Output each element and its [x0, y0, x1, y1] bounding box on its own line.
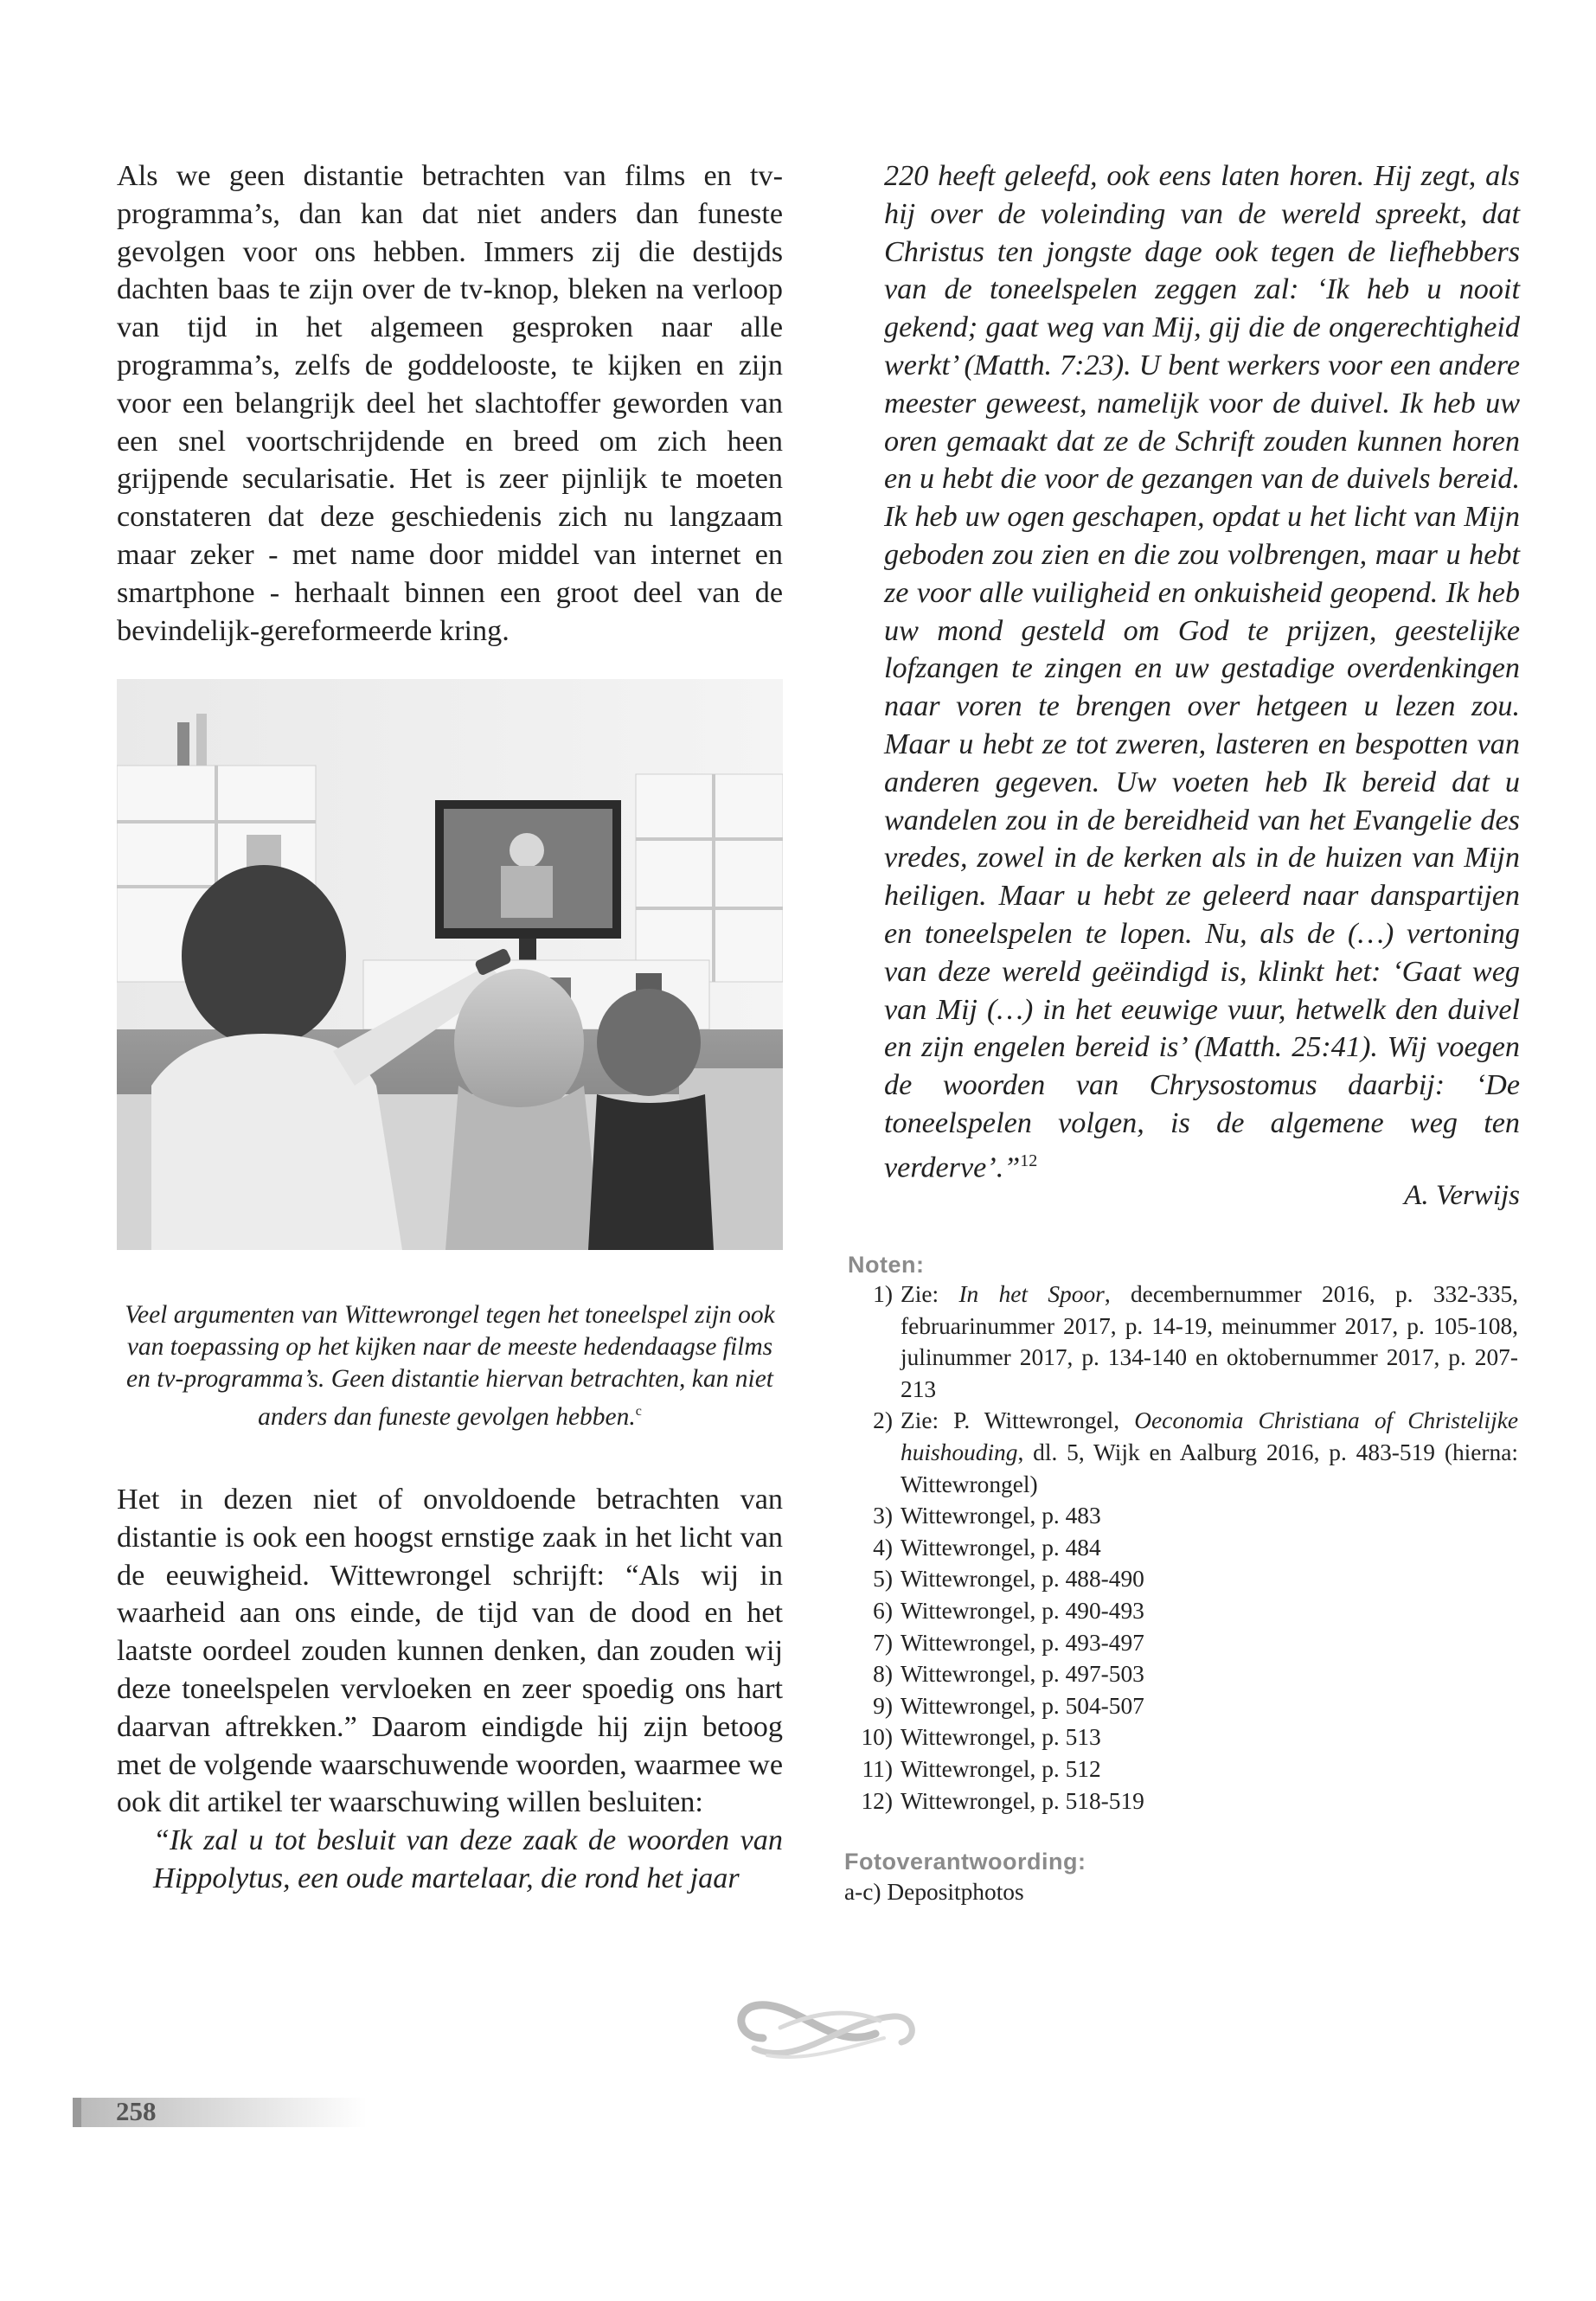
- note-number: 12): [861, 1787, 893, 1814]
- page-number: 258: [116, 2096, 157, 2126]
- note-text: [901, 1627, 1518, 1659]
- note-text: [901, 1690, 1518, 1722]
- note-text-plain: Wittewrongel, p. 497-503: [901, 1661, 1144, 1688]
- decorative-flourish: [702, 1986, 927, 2073]
- note-item: [848, 1563, 1518, 1595]
- note-text-plain: Wittewrongel, p. 493-497: [901, 1629, 1144, 1656]
- note-item: [848, 1500, 1518, 1532]
- note-text-plain: , dl. 5, Wijk en Aalburg 2016, p. 483-519 (hierna: Wittewrongel): [901, 1439, 1518, 1497]
- family-tv-photo: [117, 679, 783, 1250]
- page-number-bar-edge: [73, 2098, 81, 2127]
- note-number: 7): [873, 1629, 893, 1656]
- quote-reference: 12: [1020, 1150, 1038, 1170]
- note-text-plain: Wittewrongel, p. 488-490: [901, 1566, 1144, 1593]
- note-item: [848, 1627, 1518, 1659]
- right-column: [884, 157, 1520, 1187]
- photo-caption: [117, 1299, 783, 1433]
- note-text: [901, 1405, 1518, 1500]
- note-text: [901, 1753, 1518, 1785]
- photo-credits-body: a-c) Depositphotos: [844, 1879, 1024, 1905]
- note-item: [848, 1658, 1518, 1690]
- note-text-plain: Wittewrongel, p. 518-519: [901, 1787, 1144, 1814]
- note-number: 6): [873, 1597, 893, 1624]
- quote-start: “Ik zal u tot besluit van deze zaak de woorden van Hippolytus, een oude martelaar, die rond het jaar: [153, 1824, 783, 1894]
- photo-credits: [844, 1849, 1502, 1908]
- quote-text: 220 heeft geleefd, ook eens laten horen. Hij zegt, als hij over de voleinding van de wereld spreekt, dat Christus ten jongste dage ook tegen de liefhebbers van de toneelspelen zeggen zal: ‘Ik heb u nooit gekend; gaat weg van Mij, gij die de ongerechtigheid werkt’ (Matth. 7:23). U bent werkers voor een andere meester geweest, namelijk voor de duivel. Ik heb uw oren gemaakt dat ze de Schrift zouden kunnen horen en u hebt die voor de gezangen van de duivels bereid. Ik heb uw ogen geschapen, opdat u het licht van Mijn geboden zou zien en die zou volbrengen, maar u hebt ze voor alle vuiligheid en onkuisheid geopend. Ik heb uw mond gesteld om God te prijzen, geestelijke lofzangen te zingen en uw gestadige overdenkingen naar voren te brengen over hetgeen u lezen zou. Maar u hebt ze tot zweren, lasteren en bespotten van anderen gegeven. Uw voeten heb Ik bereid dat u wandelen zou in de bereidheid van het Evangelie des vredes, zowel in de kerken als in de huizen van Mijn heiligen. Maar u hebt ze geleerd naar danspartijen en toneelspelen te lopen. Nu, als de (…) vertoning van deze wereld geëindigd is, klinkt het: ‘Gaat weg van Mij (…) in het eeuwige vuur, hetwelk den duivel en zijn engelen bereid is’ (Matth. 25:41). Wij voegen de woorden van Chrysostomus daarbij: ‘De toneelspelen volgen, is de algemene weg ten verderve’.”: [884, 160, 1520, 1184]
- notes-section: [848, 1252, 1518, 1817]
- note-item: [848, 1785, 1518, 1817]
- note-text: [901, 1721, 1518, 1753]
- note-text-plain: Wittewrongel, p. 513: [901, 1724, 1101, 1751]
- note-number: 2): [873, 1407, 893, 1434]
- note-text: [901, 1532, 1518, 1564]
- caption-text: Veel argumenten van Wittewrongel tegen het toneelspel zijn ook van toepassing op het kijken naar de meeste hedendaagse films en tv-programma’s. Geen distantie hiervan betrachten, kan niet anders dan funeste gevolgen hebben.: [125, 1301, 775, 1431]
- notes-title: Noten:: [848, 1252, 925, 1278]
- note-item: [848, 1753, 1518, 1785]
- note-number: 4): [873, 1534, 893, 1561]
- photo-credits-title: Fotoverantwoording:: [844, 1849, 1086, 1875]
- note-item: [848, 1690, 1518, 1722]
- left-column: [117, 157, 783, 650]
- note-text-plain: Wittewrongel, p. 490-493: [901, 1597, 1144, 1624]
- note-text-plain: Wittewrongel, p. 512: [901, 1755, 1101, 1782]
- note-text-italic: Oeconomia Christiana of Christelijke huishouding: [901, 1407, 1519, 1465]
- note-item: [848, 1279, 1518, 1405]
- note-text: [901, 1658, 1518, 1690]
- note-number: 8): [873, 1661, 893, 1688]
- note-text-plain: Zie:: [901, 1281, 959, 1307]
- note-text: [901, 1500, 1518, 1532]
- note-number: 5): [873, 1566, 893, 1593]
- note-text-italic: In het Spoor: [958, 1281, 1105, 1307]
- note-item: [848, 1532, 1518, 1564]
- note-number: 9): [873, 1692, 893, 1719]
- note-text-plain: , decembernummer 2016, p. 332-335, februarinummer 2017, p. 14-19, meinummer 2017, p. 105-108, julinummer 2017, p. 134-140 en oktobernummer 2017, p. 207-213: [901, 1281, 1518, 1402]
- note-text-plain: Wittewrongel, p. 484: [901, 1534, 1101, 1561]
- note-item: [848, 1405, 1518, 1500]
- note-number: 11): [862, 1755, 893, 1782]
- body-paragraph: Als we geen distantie betrachten van films en tv-programma’s, dan kan dat niet anders dan funeste gevolgen voor ons hebben. Immers zij die destijds dachten baas te zijn over de tv-knop, bleken na verloop van tijd in het algemeen gesproken naar alle programma’s, zelfs de goddelooste, te kijken en zijn voor een belangrijk deel het slachtoffer geworden van een snel voortschrijdende en breed om zich heen grijpende secularisatie. Het is zeer pijnlijk te moeten constateren dat deze geschiedenis zich nu langzaam maar zeker - met name door middel van internet en smartphone - herhaalt binnen een groot deel van de bevindelijk-gereformeerde kring.: [117, 160, 783, 647]
- note-text: [901, 1595, 1518, 1627]
- note-text-plain: Wittewrongel, p. 504-507: [901, 1692, 1144, 1719]
- note-item: [848, 1721, 1518, 1753]
- note-text-plain: Wittewrongel, p. 483: [901, 1503, 1101, 1529]
- note-number: 3): [873, 1503, 893, 1529]
- left-column-lower: [117, 1481, 783, 1898]
- note-item: [848, 1595, 1518, 1627]
- note-number: 1): [873, 1281, 893, 1307]
- author-signature: A. Verwijs: [1404, 1180, 1520, 1211]
- note-text: [901, 1279, 1518, 1405]
- note-text-plain: Zie: P. Wittewrongel,: [901, 1407, 1135, 1434]
- notes-list: [848, 1279, 1518, 1817]
- note-text: [901, 1785, 1518, 1817]
- note-text: [901, 1563, 1518, 1595]
- body-paragraph: Het in dezen niet of onvoldoende betrachten van distantie is ook een hoogst ernstige zaak in het licht van de eeuwigheid. Wittewrongel schrijft: “Als wij in waarheid aan ons einde, de tijd van de dood en het laatste oordeel zouden kunnen denken, dan zouden wij deze toneelspelen vervloeken en zeer spoedig ons hart daarvan aftrekken.” Daarom eindigde hij zijn betoog met de volgende waarschuwende woorden, waarmee we ook dit artikel ter waarschuwing willen besluiten:: [117, 1484, 783, 1819]
- note-number: 10): [861, 1724, 893, 1751]
- quote-continued: [884, 157, 1520, 1187]
- caption-reference: c: [635, 1404, 642, 1419]
